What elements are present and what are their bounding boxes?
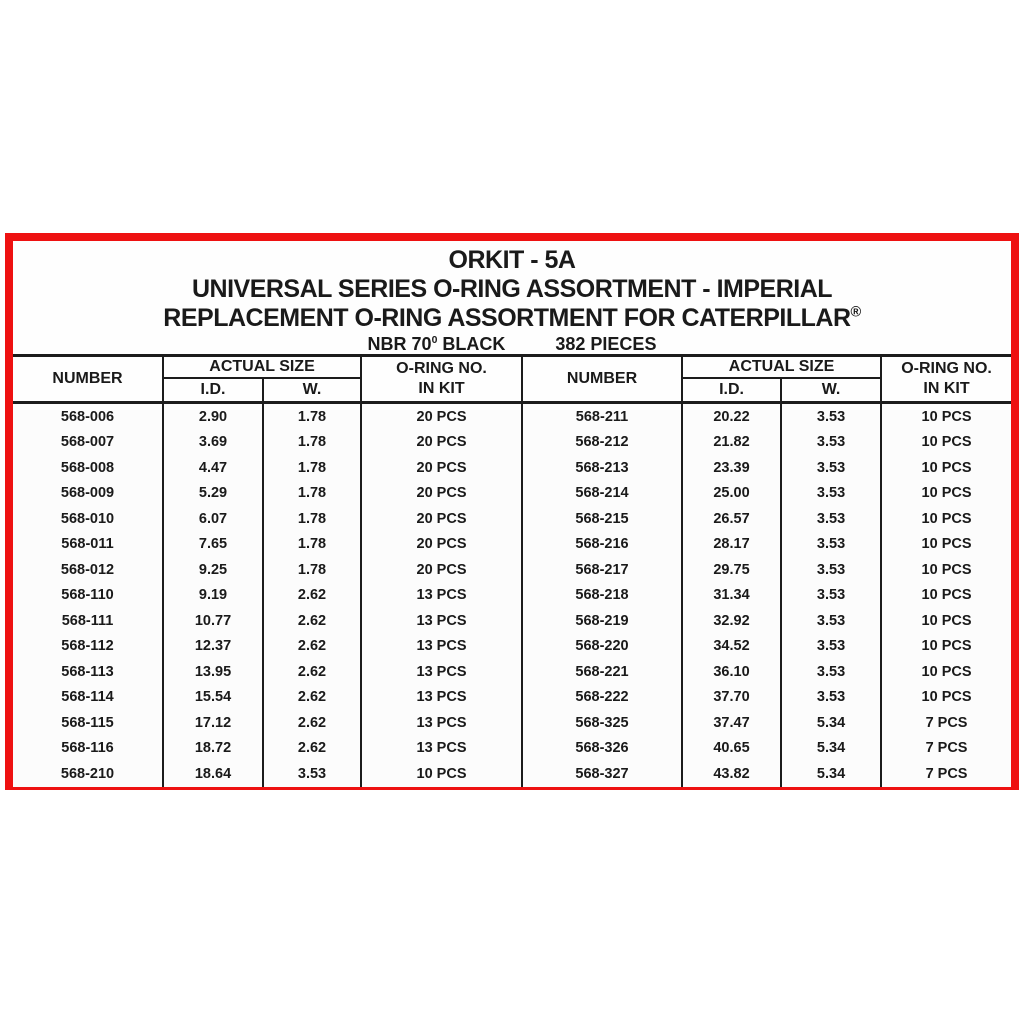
cell-pcs-left: 20 PCS [361,455,522,481]
cell-id-left: 17.12 [163,710,263,736]
cell-w-left: 2.62 [263,659,361,685]
cell-number-left: 568-114 [13,685,163,711]
cell-pcs-left: 13 PCS [361,685,522,711]
cell-number-left: 568-006 [13,403,163,430]
cell-pcs-right: 10 PCS [881,430,1011,456]
col-header-oring-right [881,356,1011,403]
col-header-number-left: NUMBER [13,356,163,403]
cell-number-right: 568-325 [522,710,682,736]
cell-number-right: 568-326 [522,736,682,762]
cell-id-right: 37.70 [682,685,781,711]
col-header-actual-size-right: ACTUAL SIZE [682,356,881,379]
spec-line [13,333,1011,355]
cell-pcs-left: 13 PCS [361,583,522,609]
table-row [13,430,1011,456]
cell-id-left: 9.25 [163,557,263,583]
col-header-id-left: I.D. [163,378,263,403]
cell-id-right: 36.10 [682,659,781,685]
cell-pcs-right: 10 PCS [881,557,1011,583]
material-spec [368,333,506,355]
cell-id-left: 5.29 [163,481,263,507]
series-subtitle: UNIVERSAL SERIES O-RING ASSORTMENT - IMPERIAL [191,275,833,303]
table-row [13,583,1011,609]
cell-pcs-left: 20 PCS [361,506,522,532]
cell-pcs-left: 20 PCS [361,430,522,456]
table-row [13,532,1011,558]
cell-number-left: 568-113 [13,659,163,685]
cell-w-left: 2.62 [263,634,361,660]
red-border-frame [5,233,1019,790]
cell-pcs-left: 20 PCS [361,557,522,583]
cell-id-left: 7.65 [163,532,263,558]
cell-number-left: 568-110 [13,583,163,609]
material-name: NBR 70 [367,334,432,354]
cell-w-left: 1.78 [263,557,361,583]
cell-pcs-left: 13 PCS [361,710,522,736]
cell-pcs-right: 10 PCS [881,403,1011,430]
cell-id-right: 26.57 [682,506,781,532]
material-color: BLACK [442,334,506,354]
cell-id-left: 6.07 [163,506,263,532]
cell-number-left: 568-007 [13,430,163,456]
table-row [13,557,1011,583]
col-header-oring-left [361,356,522,403]
cell-pcs-right: 7 PCS [881,736,1011,762]
cell-id-left: 18.72 [163,736,263,762]
table-row [13,710,1011,736]
table-row [13,634,1011,660]
cell-id-right: 20.22 [682,403,781,430]
cell-id-right: 29.75 [682,557,781,583]
cell-w-right: 3.53 [781,403,881,430]
oring-header-line1: O-RING NO. [901,360,992,377]
cell-number-right: 568-212 [522,430,682,456]
cell-id-right: 37.47 [682,710,781,736]
cell-pcs-right: 10 PCS [881,481,1011,507]
cell-w-right: 3.53 [781,685,881,711]
col-header-actual-size-left: ACTUAL SIZE [163,356,361,379]
cell-pcs-right: 10 PCS [881,455,1011,481]
cell-w-left: 2.62 [263,736,361,762]
cell-id-right: 40.65 [682,736,781,762]
cell-w-right: 5.34 [781,736,881,762]
cell-w-right: 5.34 [781,761,881,787]
cell-id-right: 28.17 [682,532,781,558]
cell-pcs-left: 20 PCS [361,403,522,430]
cell-pcs-right: 10 PCS [881,685,1011,711]
cell-id-right: 34.52 [682,634,781,660]
replacement-subtitle-text: REPLACEMENT O-RING ASSORTMENT FOR CATERPILLAR [163,304,851,332]
cell-pcs-left: 13 PCS [361,634,522,660]
cell-pcs-left: 13 PCS [361,736,522,762]
cell-id-left: 18.64 [163,761,263,787]
cell-w-left: 2.62 [263,608,361,634]
cell-w-right: 3.53 [781,455,881,481]
oring-header-line2: IN KIT [923,380,970,397]
cell-number-left: 568-012 [13,557,163,583]
cell-number-left: 568-210 [13,761,163,787]
table-row [13,403,1011,430]
cell-pcs-left: 20 PCS [361,532,522,558]
col-header-w-right: W. [781,378,881,403]
cell-id-left: 9.19 [163,583,263,609]
cell-w-left: 1.78 [263,430,361,456]
table-row [13,481,1011,507]
cell-id-right: 23.39 [682,455,781,481]
cell-number-left: 568-010 [13,506,163,532]
cell-number-right: 568-217 [522,557,682,583]
table-header [13,356,1011,403]
cell-number-right: 568-215 [522,506,682,532]
cell-number-right: 568-218 [522,583,682,609]
cell-id-left: 3.69 [163,430,263,456]
cell-id-right: 43.82 [682,761,781,787]
cell-pcs-right: 10 PCS [881,532,1011,558]
oring-header-line2: IN KIT [418,380,465,397]
cell-w-left: 1.78 [263,481,361,507]
cell-w-right: 3.53 [781,481,881,507]
cell-w-left: 1.78 [263,506,361,532]
table-body [13,403,1011,787]
oring-header-line1: O-RING NO. [396,360,487,377]
cell-w-right: 3.53 [781,634,881,660]
cell-id-left: 10.77 [163,608,263,634]
table-row [13,608,1011,634]
piece-count: 382 PIECES [555,334,657,354]
material-superscript: 0 [431,335,438,346]
cell-pcs-right: 10 PCS [881,506,1011,532]
cell-w-left: 1.78 [263,403,361,430]
cell-number-right: 568-327 [522,761,682,787]
cell-number-right: 568-211 [522,403,682,430]
cell-w-left: 1.78 [263,455,361,481]
cell-pcs-left: 10 PCS [361,761,522,787]
cell-w-right: 3.53 [781,583,881,609]
cell-w-right: 3.53 [781,430,881,456]
cell-number-left: 568-116 [13,736,163,762]
col-header-number-right: NUMBER [522,356,682,403]
cell-number-right: 568-220 [522,634,682,660]
cell-number-left: 568-008 [13,455,163,481]
cell-id-left: 15.54 [163,685,263,711]
cell-w-left: 3.53 [263,761,361,787]
cell-id-left: 12.37 [163,634,263,660]
cell-pcs-left: 20 PCS [361,481,522,507]
table-row [13,659,1011,685]
table-row [13,455,1011,481]
cell-w-right: 3.53 [781,557,881,583]
cell-w-left: 1.78 [263,532,361,558]
cell-pcs-right: 10 PCS [881,634,1011,660]
cell-pcs-left: 13 PCS [361,659,522,685]
cell-number-left: 568-111 [13,608,163,634]
registered-trademark-symbol: ® [850,304,861,321]
cell-w-right: 3.53 [781,532,881,558]
cell-number-right: 568-216 [522,532,682,558]
cell-number-right: 568-222 [522,685,682,711]
cell-number-right: 568-221 [522,659,682,685]
cell-id-right: 31.34 [682,583,781,609]
cell-w-right: 3.53 [781,659,881,685]
col-header-w-left: W. [263,378,361,403]
cell-w-right: 5.34 [781,710,881,736]
cell-number-right: 568-214 [522,481,682,507]
cell-w-left: 2.62 [263,710,361,736]
cell-number-right: 568-219 [522,608,682,634]
oring-spec-table [13,354,1011,787]
cell-number-left: 568-112 [13,634,163,660]
cell-pcs-right: 10 PCS [881,608,1011,634]
table-row [13,761,1011,787]
cell-id-right: 32.92 [682,608,781,634]
cell-id-right: 21.82 [682,430,781,456]
cell-number-right: 568-213 [522,455,682,481]
cell-w-right: 3.53 [781,506,881,532]
table-row [13,736,1011,762]
cell-pcs-right: 10 PCS [881,659,1011,685]
kit-title: ORKIT - 5A [448,246,576,274]
cell-id-left: 4.47 [163,455,263,481]
cell-number-left: 568-115 [13,710,163,736]
cell-pcs-right: 10 PCS [881,583,1011,609]
cell-number-left: 568-011 [13,532,163,558]
replacement-subtitle [13,304,1011,333]
cell-id-left: 2.90 [163,403,263,430]
table-row [13,506,1011,532]
title-block [13,241,1011,354]
col-header-id-right: I.D. [682,378,781,403]
cell-w-right: 3.53 [781,608,881,634]
cell-id-right: 25.00 [682,481,781,507]
cell-id-left: 13.95 [163,659,263,685]
cell-w-left: 2.62 [263,583,361,609]
cell-number-left: 568-009 [13,481,163,507]
cell-pcs-left: 13 PCS [361,608,522,634]
cell-pcs-right: 7 PCS [881,761,1011,787]
cell-pcs-right: 7 PCS [881,710,1011,736]
cell-w-left: 2.62 [263,685,361,711]
table-row [13,685,1011,711]
